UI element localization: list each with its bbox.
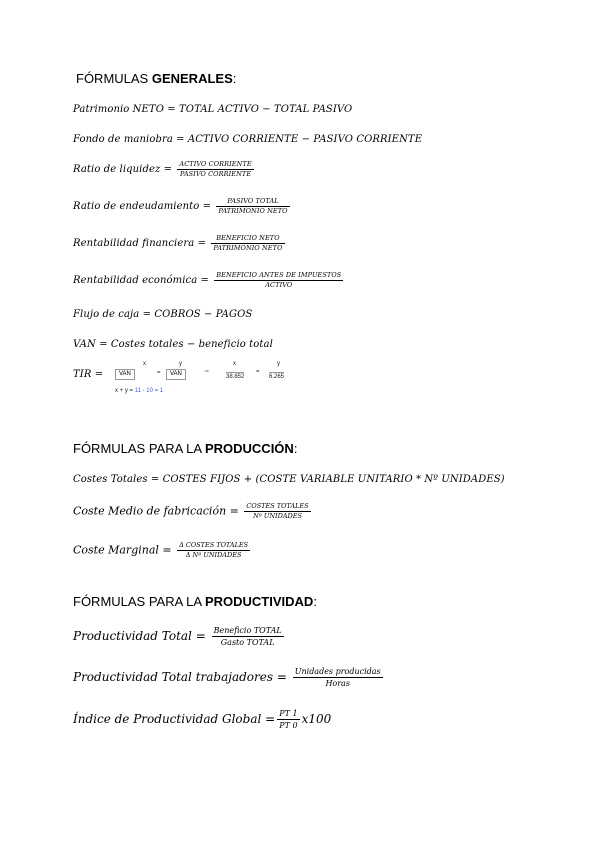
formula-rhs: x100 xyxy=(301,712,332,726)
formula-rentabilidad-economica xyxy=(73,271,345,290)
tir-van-box-2: VAN xyxy=(166,369,186,380)
tir-y2: y xyxy=(277,361,280,367)
formula-lhs: Coste Medio de fabricación = xyxy=(73,504,239,518)
formula-ratio-liquidez xyxy=(73,160,256,179)
fraction xyxy=(244,502,310,521)
denominator: PASIVO CORRIENTE xyxy=(179,170,252,178)
tir-van-box-1: VAN xyxy=(115,369,135,380)
heading-produccion xyxy=(73,441,297,456)
formula-coste-medio xyxy=(73,502,313,521)
tir-x-top: x xyxy=(143,361,146,367)
fraction xyxy=(177,541,250,560)
tir-value-1: 38.852 xyxy=(226,374,245,380)
denominator: PATRIMONIO NETO xyxy=(218,207,288,215)
denominator: Nº UNIDADES xyxy=(253,512,302,520)
formula-ratio-endeudamiento xyxy=(73,197,292,216)
heading-prefix: FÓRMULAS PARA LA xyxy=(73,594,205,609)
denominator: Δ Nº UNIDADES xyxy=(185,551,242,559)
formula-lhs: Ratio de liquidez = xyxy=(73,164,173,175)
formula-lhs: Ratio de endeudamiento = xyxy=(73,201,212,212)
heading-bold: PRODUCTIVIDAD xyxy=(204,594,314,609)
fraction xyxy=(216,197,289,216)
heading-generales xyxy=(76,71,236,86)
formula-rentabilidad-financiera xyxy=(73,234,287,253)
denominator: ACTIVO xyxy=(265,281,293,289)
tir-equals-2: = xyxy=(256,369,260,375)
denominator: Horas xyxy=(325,679,350,688)
numerator: BENEFICIO NETO xyxy=(211,234,284,244)
numerator: PT 1 xyxy=(279,709,298,718)
numerator: ACTIVO CORRIENTE xyxy=(179,160,252,168)
heading-suffix: : xyxy=(293,441,298,456)
heading-prefix: FÓRMULAS xyxy=(76,71,152,86)
fraction xyxy=(277,708,299,731)
tir-line2-values: 11 - 10 = 1 xyxy=(134,388,164,394)
tir-arrow-icon: ⇒ xyxy=(204,369,210,375)
tir-x2: x xyxy=(233,361,236,367)
formula-lhs: Rentabilidad financiera = xyxy=(73,238,207,249)
numerator: PASIVO TOTAL xyxy=(216,197,289,207)
formula-coste-marginal xyxy=(73,541,252,560)
denominator: PT 0 xyxy=(279,721,298,730)
formula-patrimonio: Patrimonio NETO = TOTAL ACTIVO − TOTAL PASIVO xyxy=(73,104,353,115)
tir-equals: = xyxy=(157,370,161,376)
formula-lhs: Coste Marginal = xyxy=(73,543,172,557)
formula-productividad-total xyxy=(73,625,286,648)
formula-lhs: TIR = xyxy=(73,369,104,380)
numerator: Beneficio TOTAL xyxy=(213,626,282,635)
heading-suffix: : xyxy=(232,71,237,86)
formula-costes-totales: Costes Totales = COSTES FIJOS + (COSTE VARIABLE UNITARIO * Nº UNIDADES) xyxy=(73,474,505,485)
heading-bold: GENERALES xyxy=(151,71,233,86)
numerator: Unidades producidas xyxy=(294,667,381,676)
numerator: COSTES TOTALES xyxy=(246,502,309,510)
denominator: Gasto TOTAL xyxy=(220,638,275,647)
fraction xyxy=(214,271,343,290)
heading-suffix: : xyxy=(313,594,317,609)
formula-van: VAN = Costes totales − beneficio total xyxy=(73,339,273,350)
tir-value-2: 6.265 xyxy=(269,374,285,380)
formula-lhs: Índice de Productividad Global = xyxy=(73,712,276,726)
formula-indice-productividad-global xyxy=(73,708,331,731)
tir-line2-prefix: x + y = xyxy=(115,388,134,394)
heading-prefix: FÓRMULAS PARA LA xyxy=(73,441,205,456)
fraction xyxy=(293,666,383,689)
formula-lhs: Productividad Total = xyxy=(73,629,206,643)
formula-tir xyxy=(73,360,313,400)
fraction xyxy=(177,160,253,179)
fraction xyxy=(212,625,284,648)
denominator: PATRIMONIO NETO xyxy=(213,244,283,252)
numerator: BENEFICIO ANTES DE IMPUESTOS xyxy=(216,271,342,279)
formula-fondo-maniobra: Fondo de maniobra = ACTIVO CORRIENTE − PASIVO CORRIENTE xyxy=(73,134,423,145)
tir-y-top: y xyxy=(179,361,182,367)
heading-bold: PRODUCCIÓN xyxy=(204,441,294,456)
formula-lhs: Rentabilidad económica = xyxy=(73,275,210,286)
formula-productividad-trabajadores xyxy=(73,666,385,689)
numerator: Δ COSTES TOTALES xyxy=(179,541,249,549)
formula-lhs: Productividad Total trabajadores = xyxy=(73,670,287,684)
tir-line2 xyxy=(115,388,163,394)
formula-flujo-caja: Flujo de caja = COBROS − PAGOS xyxy=(73,309,253,320)
fraction xyxy=(211,234,284,253)
heading-productividad xyxy=(73,594,317,609)
